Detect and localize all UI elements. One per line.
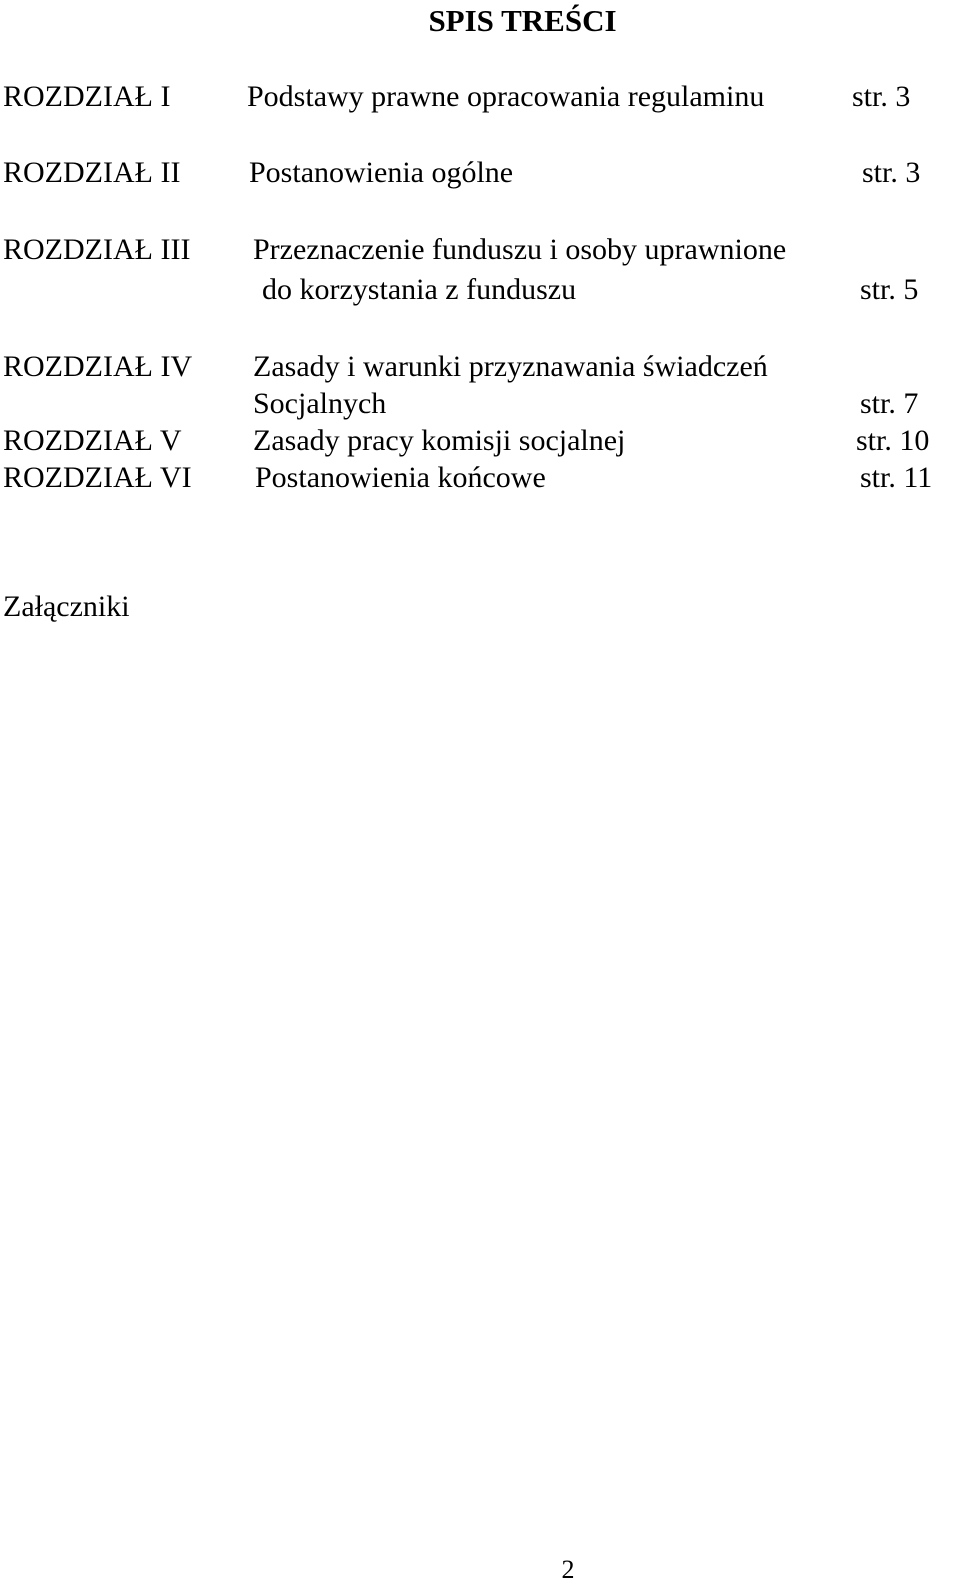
chapter-3-page: str. 5 [860, 273, 919, 306]
chapter-1-page: str. 3 [852, 80, 911, 113]
chapter-1-title: Podstawy prawne opracowania regulaminu [247, 80, 765, 113]
chapter-5-page: str. 10 [856, 424, 930, 457]
chapter-3-label: ROZDZIAŁ III [3, 233, 191, 266]
chapter-4-title-line1: Zasady i warunki przyznawania świadczeń [253, 350, 768, 383]
page-number: 2 [561, 1555, 575, 1584]
chapter-1-label: ROZDZIAŁ I [3, 80, 171, 113]
chapter-3-title-line1: Przeznaczenie funduszu i osoby uprawnione [253, 233, 787, 266]
chapter-2-page: str. 3 [862, 156, 921, 189]
chapter-6-page: str. 11 [860, 461, 933, 494]
chapter-5-label: ROZDZIAŁ V [3, 424, 182, 457]
chapter-4-title-line2: Socjalnych [253, 387, 387, 420]
chapter-4-label: ROZDZIAŁ IV [3, 350, 193, 383]
chapter-4-page: str. 7 [860, 387, 919, 420]
chapter-6-title: Postanowienia końcowe [255, 461, 546, 494]
chapter-3-title-line2: do korzystania z funduszu [262, 273, 577, 306]
chapter-2-label: ROZDZIAŁ II [3, 156, 181, 189]
page-title: SPIS TREŚCI [428, 3, 617, 38]
chapter-2-title: Postanowienia ogólne [249, 156, 514, 189]
chapter-6-label: ROZDZIAŁ VI [3, 461, 192, 494]
attachments-heading: Załączniki [3, 590, 130, 623]
chapter-5-title: Zasady pracy komisji socjalnej [253, 424, 626, 457]
